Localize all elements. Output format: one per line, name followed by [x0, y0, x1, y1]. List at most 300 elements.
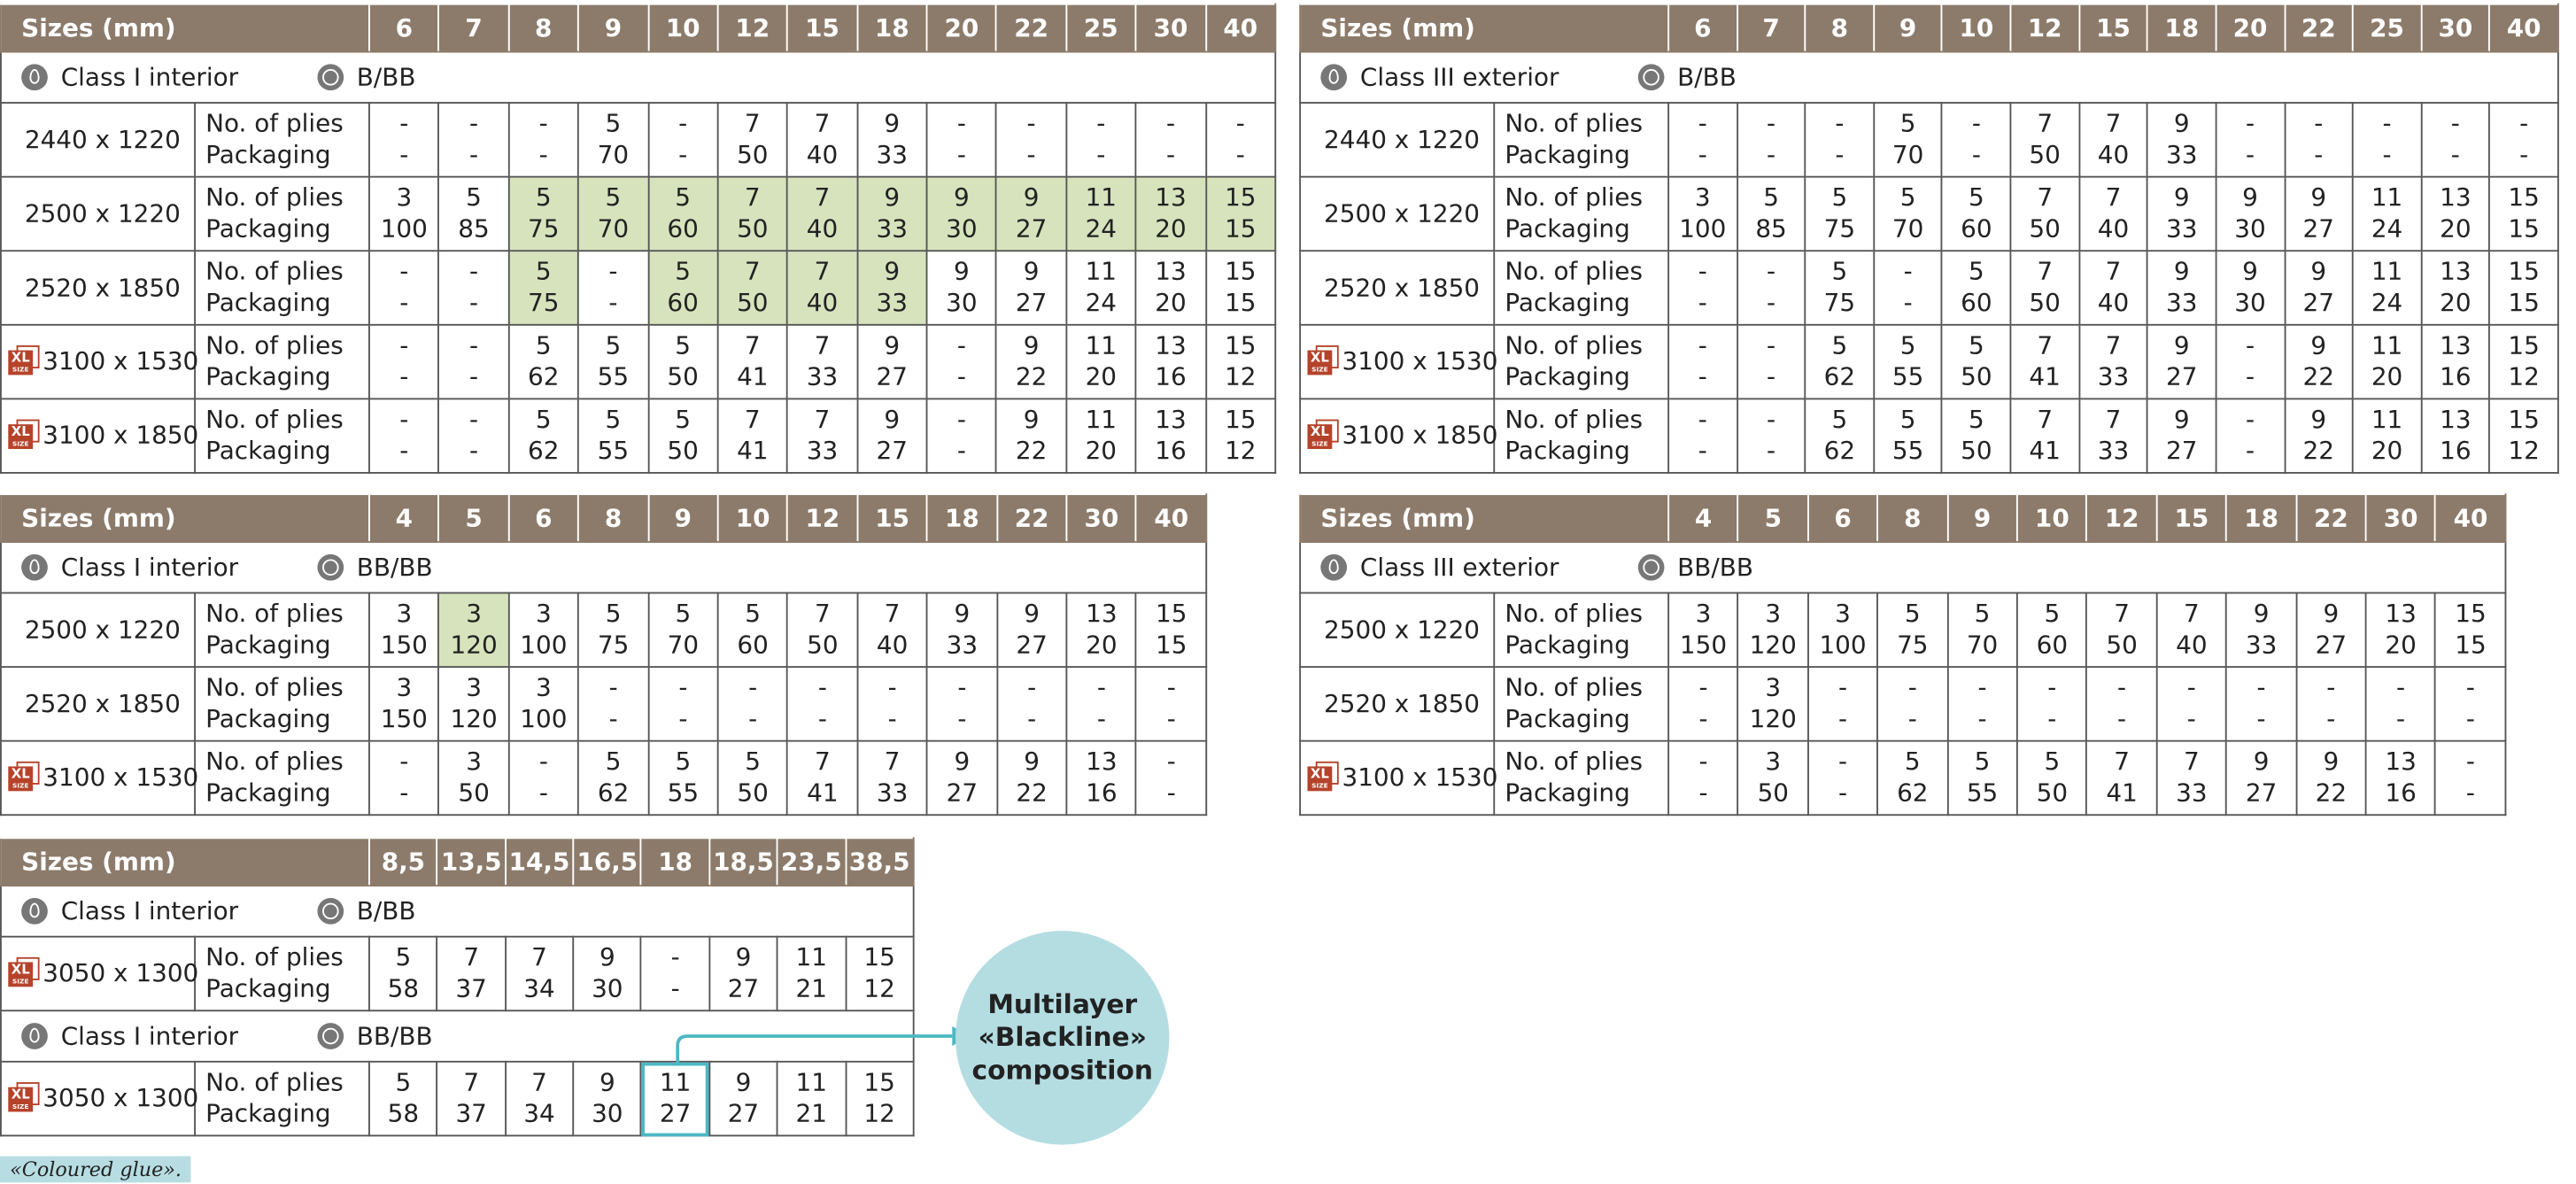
- class-label: Class III exterior: [1359, 552, 1559, 582]
- thickness-header: 4: [1668, 494, 1738, 542]
- packaging-value: 75: [1823, 288, 1856, 318]
- value-cell: [578, 325, 648, 399]
- plies-value: 9: [2310, 330, 2327, 360]
- value-cell: [369, 251, 439, 325]
- value-cell: [927, 399, 997, 473]
- plies-value: 5: [2044, 599, 2061, 629]
- value-cell: [508, 103, 578, 177]
- packaging-value: 60: [2036, 630, 2069, 660]
- plies-value: 5: [1899, 108, 1916, 139]
- packaging-value: 41: [2029, 436, 2061, 466]
- packaging-label: Packaging: [205, 436, 331, 466]
- table-row: [1, 399, 1275, 473]
- value-cell: [2285, 399, 2353, 473]
- value-cell: [927, 593, 997, 668]
- value-cell: [2011, 325, 2079, 399]
- plies-value: 11: [1085, 256, 1118, 287]
- value-cell: [1947, 667, 2017, 741]
- plies-value: 9: [2310, 256, 2327, 287]
- packaging-label: Packaging: [1505, 630, 1630, 660]
- packaging-value: -: [1235, 139, 1245, 170]
- thickness-header: 15: [857, 494, 927, 542]
- xl-size-icon: [8, 957, 41, 990]
- callout-arrow-line: [677, 1036, 952, 1065]
- packaging-value: 33: [876, 778, 909, 808]
- value-cell: [1668, 325, 1737, 399]
- plies-value: 5: [675, 256, 691, 287]
- value-cell: [2296, 667, 2366, 741]
- packaging-value: 22: [2315, 778, 2348, 808]
- class-row: [1, 886, 914, 937]
- value-cell: [2087, 741, 2157, 816]
- callout-line-1: Multilayer: [987, 988, 1138, 1020]
- xl-size-icon: [1307, 345, 1340, 378]
- xl-icon-front: [8, 351, 33, 375]
- target-icon: [317, 554, 344, 581]
- value-cell: [1668, 177, 1737, 252]
- packaging-value: -: [1027, 703, 1037, 734]
- plies-value: -: [1971, 108, 1981, 139]
- xl-icon-front: [1307, 424, 1332, 449]
- plies-value: 7: [744, 330, 761, 360]
- value-cell: [1066, 399, 1136, 473]
- packaging-value: 40: [2097, 288, 2130, 318]
- value-cell: [1737, 103, 1805, 177]
- packaging-value: 24: [2371, 213, 2403, 244]
- plies-value: 3: [535, 599, 552, 629]
- value-cell: [2285, 177, 2353, 252]
- value-cell: [2353, 103, 2421, 177]
- packaging-value: 33: [946, 630, 979, 660]
- xl-icon-subtext: SIZE: [1311, 781, 1328, 790]
- packaging-value: 60: [1961, 288, 1992, 318]
- packaging-label: Packaging: [205, 973, 331, 1003]
- value-cell: [369, 399, 439, 473]
- plies-value: -: [608, 672, 618, 703]
- value-cell: [2421, 177, 2489, 252]
- panel-size-label: 2520 x 1850: [1324, 688, 1481, 718]
- plies-value: 7: [814, 330, 831, 360]
- plies-value: 11: [795, 1067, 827, 1097]
- packaging-value: 27: [1015, 288, 1048, 318]
- class-row: [1300, 52, 2558, 104]
- value-cell: [1668, 399, 1737, 473]
- plies-value: 9: [884, 108, 901, 139]
- thickness-header: 22: [2296, 494, 2366, 542]
- plies-value: -: [2245, 404, 2255, 435]
- value-cell: [369, 741, 439, 816]
- plies-value: 9: [884, 404, 901, 435]
- packaging-value: 33: [876, 288, 908, 318]
- value-cell: [2421, 103, 2489, 177]
- packaging-value: 20: [2440, 213, 2472, 244]
- plies-value: 9: [884, 330, 901, 360]
- plies-label: No. of plies: [205, 330, 344, 360]
- plies-value: 5: [1899, 182, 1916, 213]
- value-cell: [1874, 399, 1942, 473]
- plies-value: 9: [1023, 182, 1040, 213]
- plies-value: -: [1235, 108, 1245, 139]
- plies-value: -: [399, 108, 409, 139]
- row-labels: [1494, 741, 1668, 816]
- thickness-header: 40: [1136, 494, 1206, 542]
- plies-label: No. of plies: [205, 747, 344, 777]
- packaging-value: 30: [946, 288, 978, 318]
- plies-value: 13: [2440, 404, 2472, 435]
- packaging-value: -: [1698, 778, 1708, 808]
- plies-value: -: [2186, 672, 2196, 703]
- packaging-value: 62: [1897, 778, 1929, 808]
- panel-size: [1, 667, 195, 741]
- value-cell: [369, 177, 439, 252]
- packaging-value: 27: [659, 1098, 692, 1129]
- packaging-value: 20: [1085, 436, 1118, 466]
- packaging-value: -: [538, 139, 548, 170]
- thickness-header: 25: [1066, 4, 1136, 52]
- value-cell: [1136, 325, 1206, 399]
- class-info: [1320, 552, 2504, 583]
- class-cell: [1, 52, 1275, 104]
- value-cell: [1806, 325, 1874, 399]
- header-title: Sizes (mm): [1300, 494, 1668, 542]
- quality-label: BB/BB: [1677, 552, 1754, 582]
- plies-value: -: [1767, 256, 1776, 287]
- plies-value: 9: [954, 182, 970, 213]
- packaging-value: -: [2465, 703, 2475, 734]
- plies-value: 9: [2173, 404, 2190, 435]
- packaging-value: -: [1767, 361, 1776, 392]
- packaging-value: 12: [1225, 361, 1257, 392]
- class-cell: [1300, 52, 2558, 104]
- row-labels: [1494, 593, 1668, 668]
- plies-value: 11: [1085, 330, 1118, 360]
- plies-value: 3: [1694, 182, 1711, 213]
- plies-value: -: [956, 404, 966, 435]
- value-cell: [787, 103, 857, 177]
- plies-value: 7: [814, 108, 831, 139]
- plies-value: 15: [1225, 330, 1257, 360]
- thickness-header: 8,5: [369, 838, 437, 886]
- thickness-header: 7: [439, 4, 509, 52]
- table-row: [1300, 593, 2505, 668]
- thickness-header: 22: [996, 4, 1066, 52]
- plies-label: No. of plies: [1505, 256, 1643, 287]
- packaging-value: 50: [2029, 139, 2061, 170]
- panel-size-label: 2520 x 1850: [24, 688, 181, 718]
- plies-value: 11: [2371, 404, 2403, 435]
- plies-value: 5: [1831, 404, 1848, 435]
- row-labels: [1494, 103, 1668, 177]
- thickness-header: 12: [2011, 4, 2079, 52]
- packaging-value: 150: [1679, 630, 1728, 660]
- value-cell: [1738, 593, 1808, 668]
- plies-label: No. of plies: [1505, 330, 1643, 360]
- packaging-value: -: [1835, 139, 1845, 170]
- packaging-value: 60: [667, 288, 699, 318]
- panel-size-label: 3050 x 1300: [43, 957, 199, 988]
- plies-value: -: [468, 330, 479, 360]
- plies-value: 9: [1024, 599, 1040, 629]
- plies-value: -: [2450, 108, 2460, 139]
- plies-value: 9: [1024, 747, 1040, 777]
- packaging-value: 100: [520, 703, 568, 734]
- plies-value: -: [956, 108, 966, 139]
- packaging-value: 16: [2385, 778, 2417, 808]
- packaging-value: 16: [1155, 436, 1187, 466]
- plies-value: 15: [2508, 256, 2540, 287]
- packaging-value: 12: [2508, 436, 2540, 466]
- value-cell: [2011, 399, 2079, 473]
- packaging-value: -: [2396, 703, 2406, 734]
- plies-value: 9: [954, 747, 971, 777]
- plies-value: 7: [744, 256, 761, 287]
- xl-icon-text: XL: [11, 1087, 30, 1103]
- xl-icon-subtext: SIZE: [12, 438, 29, 448]
- xl-icon-front: [1307, 351, 1332, 375]
- target-icon: [317, 64, 344, 90]
- plies-value: 9: [1023, 404, 1040, 435]
- thickness-header: 16,5: [573, 838, 641, 886]
- xl-icon-text: XL: [11, 962, 30, 978]
- plies-value: 9: [2323, 599, 2340, 629]
- plies-value: 11: [2371, 182, 2403, 213]
- panel-size: [1300, 741, 1498, 816]
- plies-value: 5: [745, 747, 761, 777]
- row-labels: [195, 325, 369, 399]
- value-cell: [1668, 593, 1738, 668]
- value-cell: [2489, 177, 2557, 252]
- plies-value: 13: [2440, 182, 2472, 213]
- target-icon: [317, 898, 344, 925]
- packaging-value: -: [1698, 288, 1707, 318]
- packaging-value: 62: [527, 436, 560, 466]
- xl-icon-text: XL: [11, 350, 30, 366]
- plies-value: -: [1838, 672, 1848, 703]
- row-labels: [1494, 251, 1668, 325]
- packaging-value: -: [1096, 703, 1106, 734]
- value-cell: [648, 741, 718, 816]
- value-cell: [2079, 399, 2147, 473]
- value-cell: [1067, 667, 1137, 741]
- plies-value: -: [2117, 672, 2127, 703]
- row-labels: [1494, 667, 1668, 741]
- value-cell: [1136, 177, 1206, 252]
- value-cell: [2285, 103, 2353, 177]
- value-cell: [2147, 177, 2216, 252]
- value-cell: [1136, 399, 1206, 473]
- value-cell: [2079, 103, 2147, 177]
- value-cell: [2226, 593, 2296, 668]
- packaging-value: 75: [527, 213, 560, 244]
- packaging-value: -: [1165, 139, 1176, 170]
- value-cell: [439, 251, 509, 325]
- plies-value: 3: [1765, 747, 1782, 777]
- class-label: Class I interior: [60, 1020, 239, 1050]
- packaging-value: 60: [1961, 213, 1992, 244]
- plies-value: -: [957, 672, 967, 703]
- value-cell: [1806, 399, 1874, 473]
- packaging-value: 100: [1819, 630, 1867, 660]
- packaging-value: 62: [527, 361, 560, 392]
- packaging-value: 50: [667, 436, 699, 466]
- packaging-value: -: [2382, 139, 2392, 170]
- panel-size: [1, 593, 195, 668]
- xl-icon-text: XL: [1310, 766, 1329, 782]
- value-cell: [1066, 325, 1136, 399]
- packaging-value: 70: [597, 139, 630, 170]
- plies-value: -: [1698, 256, 1707, 287]
- packaging-value: 16: [1086, 778, 1118, 808]
- value-cell: [2353, 177, 2421, 252]
- value-cell: [1947, 593, 2017, 668]
- value-cell: [2285, 325, 2353, 399]
- packaging-value: 30: [2234, 288, 2266, 318]
- thickness-header: 12: [717, 4, 787, 52]
- plies-value: 5: [675, 747, 692, 777]
- packaging-value: -: [2326, 703, 2336, 734]
- table-row: [1300, 177, 2558, 252]
- panel-size: [1300, 593, 1494, 668]
- table-row: [1300, 667, 2505, 741]
- panel-size-label: 3100 x 1530: [1342, 345, 1498, 376]
- packaging-value: 27: [2165, 436, 2198, 466]
- plies-value: -: [399, 747, 409, 777]
- packaging-value: 50: [1757, 778, 1790, 808]
- thickness-header: 6: [1668, 4, 1737, 52]
- thickness-header: 9: [648, 494, 718, 542]
- value-cell: [439, 399, 509, 473]
- packaging-value: -: [1096, 139, 1106, 170]
- thickness-header: 10: [648, 4, 718, 52]
- packaging-value: 33: [806, 361, 839, 392]
- packaging-value: 16: [2440, 436, 2472, 466]
- thickness-header: 40: [1205, 4, 1275, 52]
- value-cell: [1738, 667, 1808, 741]
- packaging-value: -: [399, 361, 409, 392]
- table-row: [1300, 103, 2558, 177]
- thickness-header: 22: [2285, 4, 2353, 52]
- packaging-value: 20: [2371, 436, 2403, 466]
- packaging-value: 40: [2097, 213, 2130, 244]
- value-cell: [718, 741, 788, 816]
- packaging-value: -: [670, 973, 680, 1003]
- packaging-value: -: [1026, 139, 1036, 170]
- plies-label: No. of plies: [1505, 108, 1643, 139]
- value-cell: [1806, 177, 1874, 252]
- value-cell: [2017, 593, 2087, 668]
- plies-value: 7: [2114, 599, 2130, 629]
- plies-value: 3: [396, 599, 413, 629]
- value-cell: [369, 103, 439, 177]
- target-icon: [317, 1023, 344, 1049]
- target-icon: [1638, 64, 1665, 90]
- plies-value: -: [538, 747, 548, 777]
- xl-size-icon: [8, 345, 41, 378]
- plies-value: 11: [1085, 404, 1118, 435]
- xl-icon-front: [8, 962, 33, 987]
- thickness-header: 25: [2353, 4, 2421, 52]
- xl-icon-front: [1307, 766, 1332, 791]
- packaging-value: 27: [2315, 630, 2348, 660]
- drop-icon: [21, 898, 48, 925]
- packaging-value: 20: [1155, 213, 1187, 244]
- header-row: [1, 4, 1275, 52]
- packaging-value: 40: [2176, 630, 2208, 660]
- plies-value: -: [1698, 672, 1708, 703]
- plies-value: 11: [2371, 256, 2403, 287]
- plies-value: 5: [395, 942, 412, 972]
- plies-value: -: [399, 330, 409, 360]
- packaging-label: Packaging: [1505, 288, 1630, 318]
- plies-value: 15: [2508, 330, 2540, 360]
- plies-label: No. of plies: [205, 182, 344, 213]
- plies-value: -: [1767, 108, 1776, 139]
- packaging-value: -: [748, 703, 758, 734]
- plies-value: 5: [675, 404, 691, 435]
- xl-icon-text: XL: [11, 424, 30, 439]
- panel-size: [1300, 251, 1494, 325]
- plies-value: -: [1096, 672, 1106, 703]
- thickness-header: 13,5: [437, 838, 506, 886]
- plies-value: 5: [675, 330, 691, 360]
- plies-value: -: [2465, 747, 2475, 777]
- packaging-value: 15: [1225, 213, 1257, 244]
- plies-value: -: [1027, 672, 1037, 703]
- plies-value: 13: [1155, 330, 1187, 360]
- value-cell: [2216, 399, 2284, 473]
- packaging-value: -: [956, 361, 966, 392]
- value-cell: [439, 741, 509, 816]
- quality-label: B/BB: [356, 895, 416, 925]
- value-cell: [578, 251, 648, 325]
- value-cell: [2435, 741, 2505, 816]
- packaging-label: Packaging: [205, 630, 331, 660]
- callout-arrow: [666, 1019, 979, 1085]
- value-cell: [439, 593, 509, 668]
- plies-value: 9: [2310, 404, 2327, 435]
- plies-value: 9: [2242, 256, 2258, 287]
- packaging-value: 12: [863, 973, 895, 1003]
- value-cell: [369, 667, 439, 741]
- row-labels: [195, 399, 369, 473]
- value-cell: [506, 937, 574, 1011]
- packaging-value: 50: [737, 139, 769, 170]
- plies-value: 3: [396, 672, 413, 703]
- plies-label: No. of plies: [1505, 599, 1643, 629]
- plies-value: 15: [1156, 599, 1187, 629]
- value-cell: [2011, 177, 2079, 252]
- packaging-value: 41: [737, 361, 769, 392]
- packaging-value: -: [678, 703, 688, 734]
- plies-value: 5: [1831, 256, 1848, 287]
- value-cell: [573, 1062, 641, 1136]
- class-info: [21, 895, 913, 926]
- packaging-label: Packaging: [1505, 361, 1630, 392]
- blackline-callout: [955, 931, 1169, 1144]
- thickness-header: 8: [1877, 494, 1947, 542]
- class-label: Class I interior: [60, 552, 239, 582]
- value-cell: [648, 667, 718, 741]
- plies-value: 7: [2114, 747, 2130, 777]
- packaging-value: 70: [667, 630, 700, 660]
- packaging-value: -: [2465, 778, 2475, 808]
- value-cell: [2216, 325, 2284, 399]
- xl-size-icon: [8, 762, 41, 794]
- thickness-header: 7: [1737, 4, 1805, 52]
- value-cell: [2421, 399, 2489, 473]
- value-cell: [578, 177, 648, 252]
- value-cell: [1205, 325, 1275, 399]
